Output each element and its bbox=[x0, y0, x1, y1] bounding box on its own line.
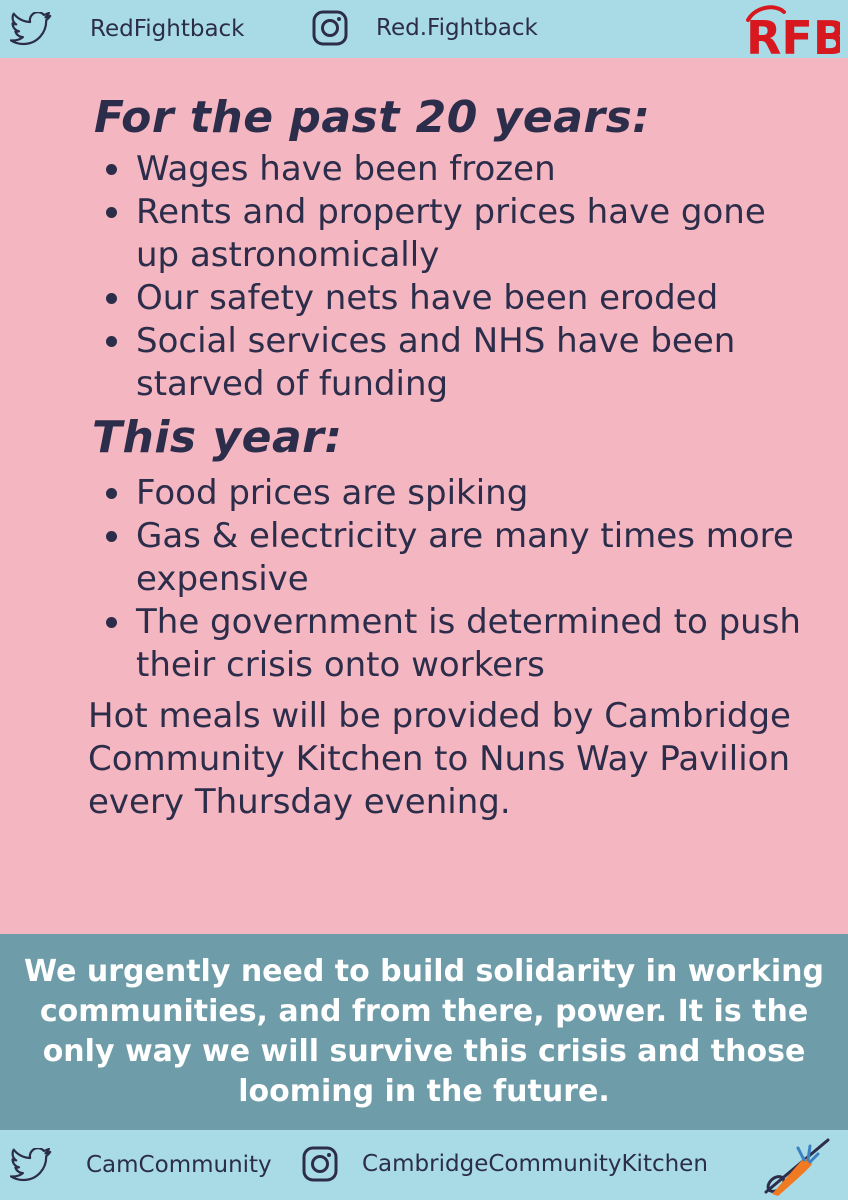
footer-twitter[interactable] bbox=[10, 1148, 272, 1182]
header-twitter[interactable] bbox=[10, 12, 245, 46]
list-this-year bbox=[102, 472, 808, 687]
announcement-text: Hot meals will be provided by Cambridge Community Kitchen to Nuns Way Pavilion every Thursday evening. bbox=[88, 696, 791, 822]
instagram-icon bbox=[312, 10, 348, 46]
list-item: Social services and NHS have been starved of funding bbox=[102, 320, 808, 406]
bottom-bar bbox=[0, 1130, 848, 1200]
list-item: The government is determined to push their crisis onto workers bbox=[102, 601, 808, 687]
heading-past-20-years: For the past 20 years: bbox=[94, 92, 651, 143]
header-instagram[interactable] bbox=[312, 10, 538, 46]
list-item: Gas & electricity are many times more expensive bbox=[102, 515, 808, 601]
solidarity-banner bbox=[0, 934, 848, 1130]
list-past-20-years bbox=[102, 148, 808, 406]
rfb-logo bbox=[742, 2, 840, 58]
list-item: Food prices are spiking bbox=[102, 472, 808, 515]
list-item: Our safety nets have been eroded bbox=[102, 277, 808, 320]
kitchen-logo bbox=[758, 1134, 836, 1198]
footer-instagram-handle: CambridgeCommunityKitchen bbox=[362, 1151, 708, 1177]
top-bar bbox=[0, 0, 848, 58]
rfb-logo-text: RFB bbox=[746, 11, 840, 58]
twitter-icon bbox=[10, 1148, 52, 1182]
header-twitter-handle: RedFightback bbox=[90, 16, 245, 42]
heading-this-year: This year: bbox=[92, 412, 343, 463]
list-item: Rents and property prices have gone up astronomically bbox=[102, 191, 808, 277]
list-item: Wages have been frozen bbox=[102, 148, 808, 191]
main-content bbox=[88, 88, 808, 824]
footer-twitter-handle: CamCommunity bbox=[86, 1152, 272, 1178]
instagram-icon bbox=[302, 1146, 338, 1182]
header-instagram-handle: Red.Fightback bbox=[376, 15, 538, 41]
twitter-icon bbox=[10, 12, 52, 46]
banner-text: We urgently need to build solidarity in working communities, and from there, power. It is the only way we will survive this crisis and those looming in the future. bbox=[24, 954, 824, 1109]
footer-instagram[interactable] bbox=[302, 1146, 708, 1182]
